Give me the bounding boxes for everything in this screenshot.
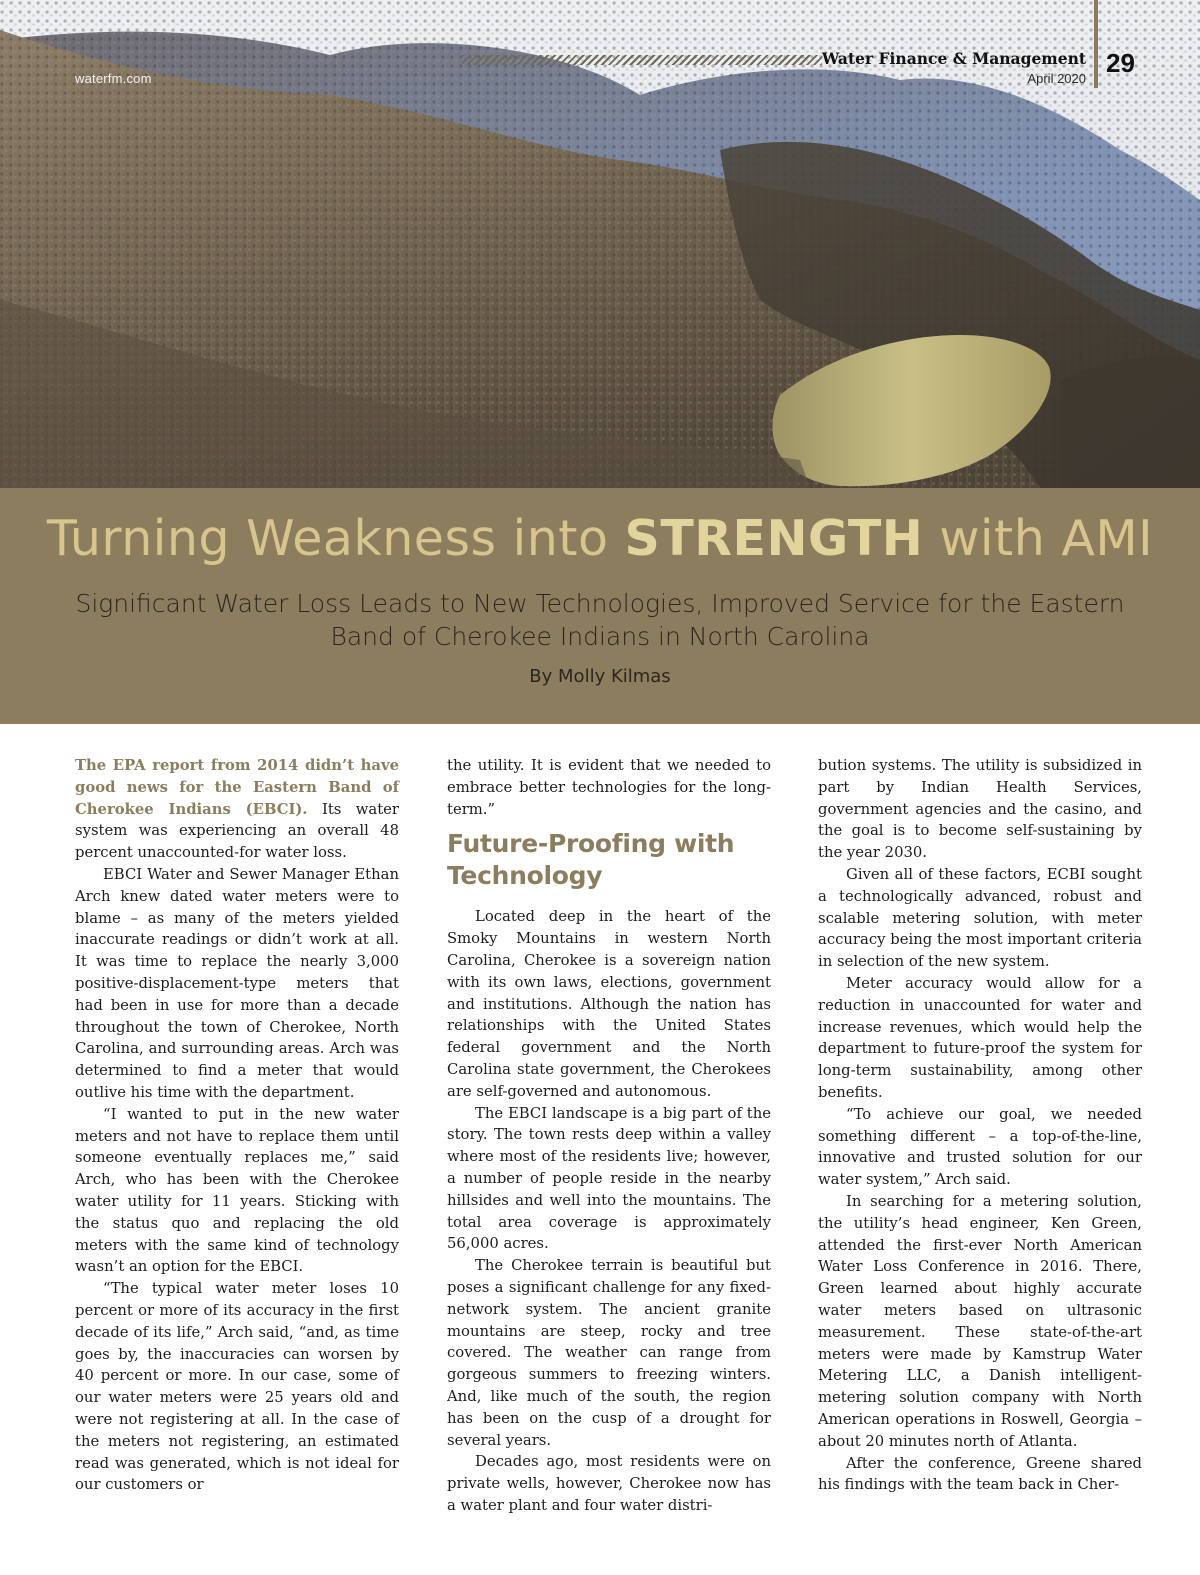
paragraph: After the conference, Greene shared his findings with the team back in Cher- [818,1454,1142,1494]
body-column-2 [447,755,771,1517]
site-url: waterfm.com [75,71,152,86]
title-emphasis: STRENGTH [624,510,924,567]
paragraph: “To achieve our goal, we needed something different – a top-of-the-line, innovative and trusted solution for our water system,” Arch said. [818,1105,1142,1189]
paragraph: “I wanted to put in the new water meters and not have to replace them until someone eventually replaces me,” said Arch, who has been with the Cherokee water utility for 11 years. Sticking with the status quo and replacing the old meters with the same kind of technology wasn’t an option for the EBCI. [75,1105,399,1276]
page-number: 29 [1106,48,1135,78]
title-part-2: with AMI [923,510,1154,567]
paragraph: Given all of these factors, ECBI sought a technologically advanced, robust and scalable metering solution, with meter accuracy being the most important criteria in selection of the new system. [818,865,1142,971]
paragraph: the utility. It is evident that we needed to embrace better technologies for the long-term.” [447,757,771,818]
lead-in: The EPA report from 2014 didn’t have good news for the Eastern Band of Cherokee Indians (EBCI). [75,757,399,818]
paragraph: The Cherokee terrain is beautiful but poses a significant challenge for any fixed-network system. The ancient granite mountains are steep, rocky and tree covered. The weather can range from gorgeous summers to freezing winters. And, like much of the south, the region has been on the cusp of a drought for several years. [447,1257,771,1449]
article-title [0,510,1200,567]
body-column-1 [75,755,399,1496]
paragraph: Meter accuracy would allow for a reduction in unaccounted for water and increase revenues, which would help the department to future-proof the system for long-term sustainability, among other benefits. [818,974,1142,1101]
paragraph: bution systems. The utility is subsidized in part by Indian Health Services, government agencies and the casino, and the goal is to become self-sustaining by the year 2030. [818,757,1142,862]
paragraph: In searching for a metering solution, the utility’s head engineer, Ken Green, attended the first-ever North American Water Loss Conference in 2016. There, Green learned about highly accurate water meters based on ultrasonic measurement. These state-of-the-art meters were made by Kamstrup Water Metering LLC, a Danish intelligent-metering solution company with North American operations in Roswell, Georgia – about 20 minutes north of Atlanta. [818,1192,1142,1450]
mountain-landscape-image [0,0,1200,488]
title-part-1: Turning Weakness into [46,510,625,567]
article-byline: By Molly Kilmas [529,666,671,687]
section-heading: Future-Proofing with Technology [447,829,735,891]
issue-date: April 2020 [1027,71,1086,86]
paragraph: EBCI Water and Sewer Manager Ethan Arch knew dated water meters were to blame – as many of the meters yielded inaccurate readings or didn’t work at all. It was time to replace the nearly 3,000 positive-displacement-type meters that had been in use for more than a decade throughout the town of Cherokee, North Carolina, and surrounding areas. Arch was determined to find a meter that would outlive his time with the department. [75,865,399,1101]
lead-rest: Its water system was experiencing an overall 48 percent unaccounted-for water loss. [75,800,400,862]
header-hatch-rule [462,55,822,65]
folio-rule [1094,0,1098,88]
body-column-3 [818,755,1142,1496]
hero-photo-mountains [0,0,1200,488]
paragraph: The EBCI landscape is a big part of the story. The town rests deep within a valley where most of the residents live; however, a number of people reside in the nearby hillsides and well into the mountains. The total area coverage is approximately 56,000 acres. [447,1104,771,1253]
article-subtitle: Significant Water Loss Leads to New Technologies, Improved Service for the Eastern Band of Cherokee Indians in North Carolina [75,589,1125,651]
paragraph: Decades ago, most residents were on private wells, however, Cherokee now has a water plant and four water distri- [447,1453,771,1514]
paragraph: Located deep in the heart of the Smoky Mountains in western North Carolina, Cherokee is a sovereign nation with its own laws, elections, government and institutions. Although the nation has relationships with the United States federal government and the North Carolina state government, the Cherokees are self-governed and autonomous. [447,908,771,1100]
paragraph [75,755,399,864]
paragraph: “The typical water meter loses 10 percent or more of its accuracy in the first decade of its life,” Arch said, “and, as time goes by, the inaccuracies can worsen by 40 percent or more. In our case, some of our water meters were 25 years old and were not registering at all. In the case of the meters not registering, an estimated read was generated, which is not ideal for our customers or [75,1280,399,1494]
publication-name: Water Finance & Management [821,49,1086,68]
